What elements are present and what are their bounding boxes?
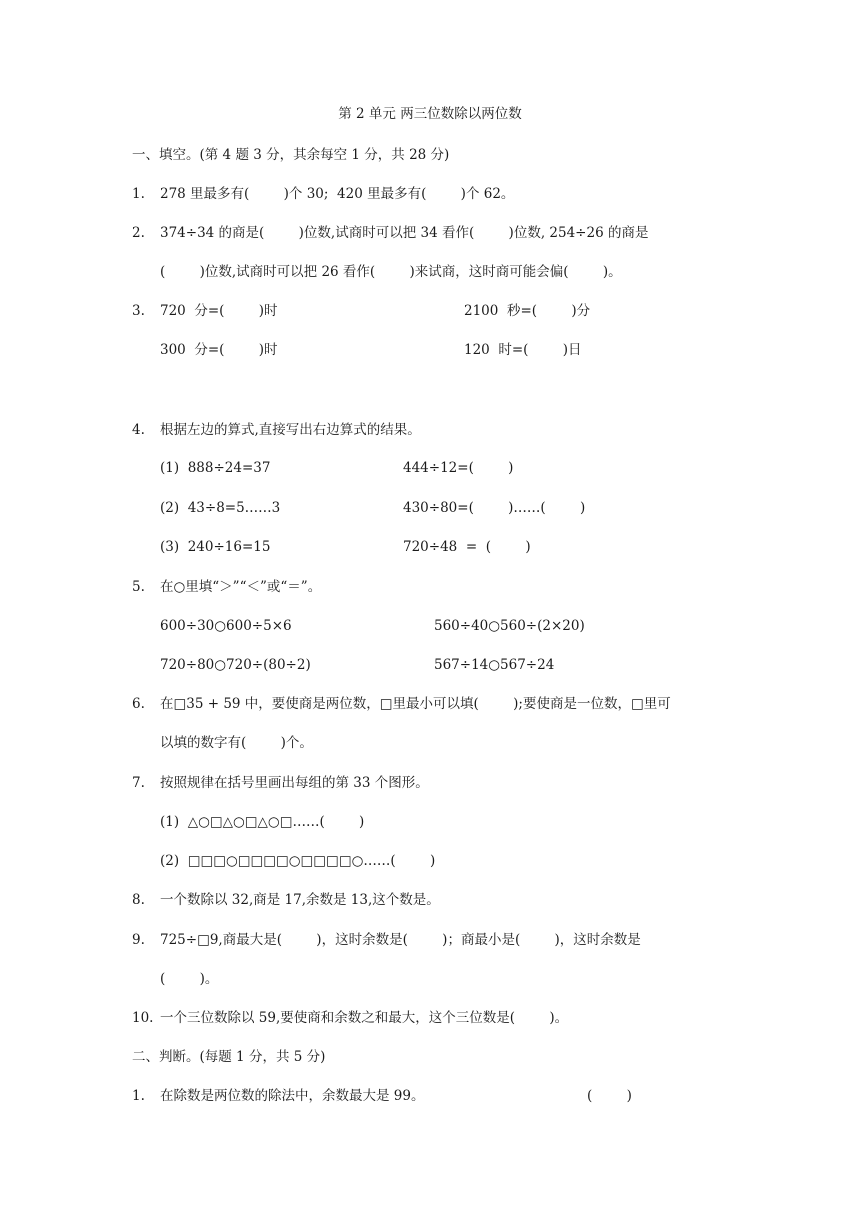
q3-item-b: 2100 秒=( )分 [464,303,591,319]
q6-line1: 在□35 + 59 中，要使商是两位数，□里最小可以填( );要使商是一位数，□里可 [160,696,671,712]
q10-text: 一个三位数除以 59,要使商和余数之和最大，这个三位数是( )。 [160,1010,569,1026]
q4-row2-right: 430÷80=( )……( ) [403,500,586,516]
q4-row1-left: (1) 888÷24=37 [160,460,271,476]
q3-item-c: 300 分=( )时 [160,342,278,358]
q8-text: 一个数除以 32,商是 17,余数是 13,这个数是。 [160,892,440,908]
q1-number: 1. [132,186,145,202]
q7-item-a: (1) △○□△○□△○□……( ) [160,814,365,830]
q5-item-c: 720÷80○720÷(80÷2) [160,657,311,673]
q5-item-d: 567÷14○567÷24 [434,657,555,673]
q4-text: 根据左边的算式,直接写出右边算式的结果。 [160,422,421,438]
s2-q1-number: 1. [132,1088,145,1104]
q3-number: 3. [132,303,145,319]
q4-row3-right: 720÷48 = ( ) [403,539,531,555]
q7-number: 7. [132,775,145,791]
q2-line1: 374÷34 的商是( )位数,试商时可以把 34 看作( )位数, 254÷26 的商是 [160,225,649,241]
q8-number: 8. [132,892,145,908]
s2-q1-text: 在除数是两位数的除法中，余数最大是 99。 [160,1088,425,1104]
q5-text: 在○里填“＞”“＜”或“＝”。 [160,579,322,595]
q7-item-b: (2) □□□○□□□□○□□□□○……( ) [160,853,436,869]
q7-text: 按照规律在括号里画出每组的第 33 个图形。 [160,775,429,791]
q9-line1: 725÷□9,商最大是( )，这时余数是( )；商最小是( )，这时余数是 [160,932,641,948]
q4-number: 4. [132,422,145,438]
q9-line2: ( )。 [160,971,219,987]
q5-number: 5. [132,579,145,595]
q6-line2: 以填的数字有( )个。 [160,735,313,751]
q5-item-b: 560÷40○560÷(2×20) [434,618,585,634]
q10-number: 10. [132,1010,154,1026]
q6-number: 6. [132,696,145,712]
q5-item-a: 600÷30○600÷5×6 [160,618,292,634]
q3-item-d: 120 时=( )日 [464,342,582,358]
q3-item-a: 720 分=( )时 [160,303,278,319]
q4-row2-left: (2) 43÷8=5……3 [160,500,281,516]
q2-line2: ( )位数,试商时可以把 26 看作( )来试商，这时商可能会偏( )。 [160,264,622,280]
q2-number: 2. [132,225,145,241]
section1-heading: 一、填空。(第 4 题 3 分，其余每空 1 分，共 28 分) [132,147,450,163]
q4-row3-left: (3) 240÷16=15 [160,539,271,555]
q9-number: 9. [132,932,145,948]
q4-row1-right: 444÷12=( ) [403,460,514,476]
q1-text: 278 里最多有( )个 30; 420 里最多有( )个 62。 [160,186,515,202]
section2-heading: 二、判断。(每题 1 分，共 5 分) [132,1049,326,1065]
s2-q1-answer-paren: ( ) [587,1088,632,1104]
page-title: 第 2 单元 两三位数除以两位数 [338,106,522,122]
